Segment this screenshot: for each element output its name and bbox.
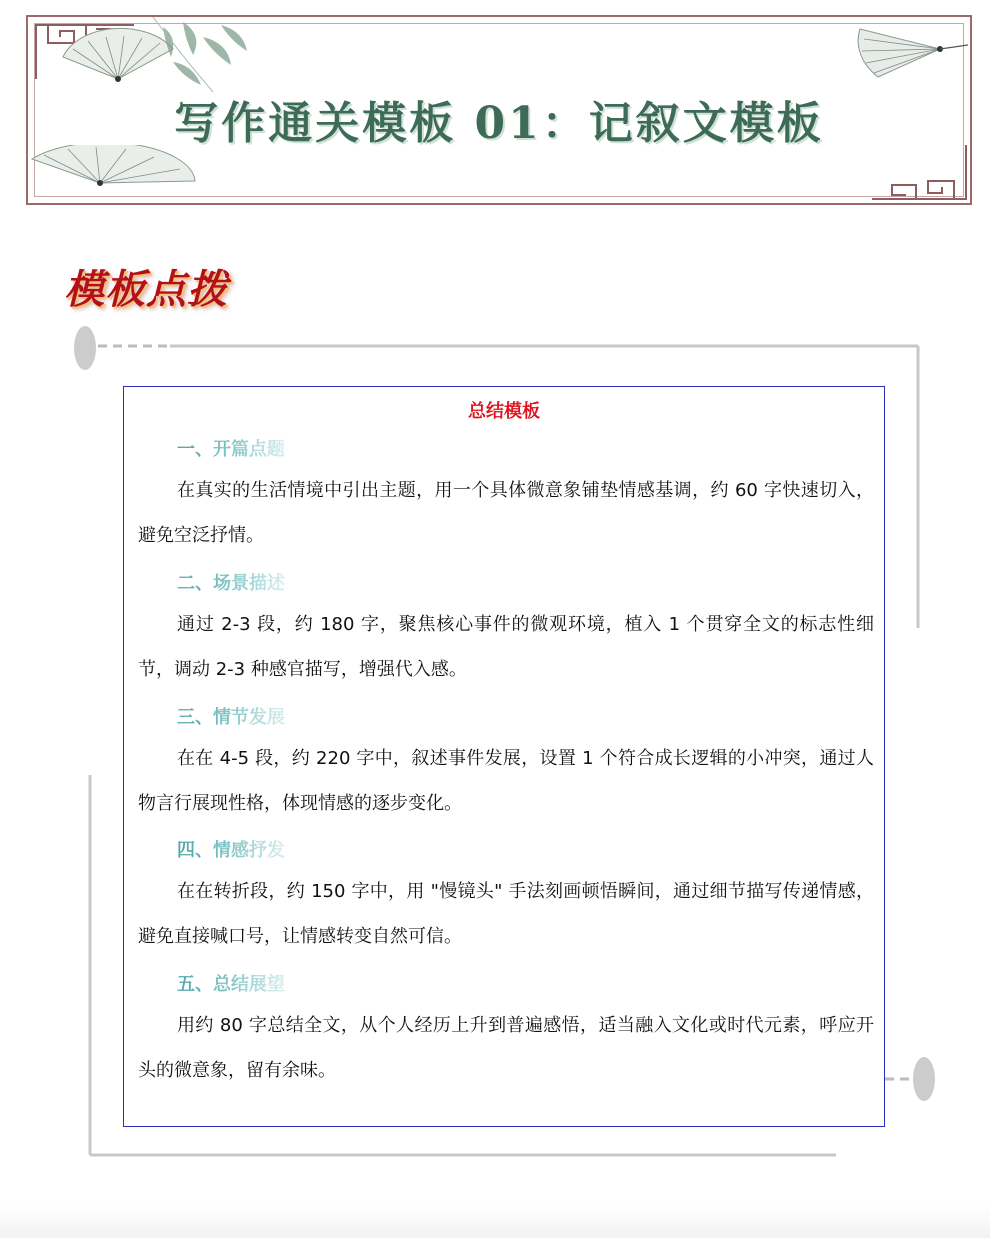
section-heading-4: 四、情感抒发 — [177, 836, 285, 862]
section-text-2: 通过 2-3 段，约 180 字，聚焦核心事件的微观环境，植入 1 个贯穿全文的标志性细节，调动 2-3 种感官描写，增强代入感。 — [138, 614, 874, 680]
banner-title: 写作通关模板 01：记叙文模板 — [174, 98, 824, 149]
template-title: 总结模板 — [468, 401, 540, 422]
section-heading-3: 三、情节发展 — [177, 703, 285, 729]
section-heading: 模板点拨 — [64, 266, 228, 313]
section-text-1: 在真实的生活情境中引出主题，用一个具体微意象铺垫情感基调，约 60 字快速切入，避免空泛抒情。 — [138, 480, 874, 546]
template-box — [123, 386, 885, 1127]
page-bottom-shadow — [0, 1205, 990, 1238]
section-heading-1: 一、开篇点题 — [177, 435, 285, 461]
section-text-3: 在在 4-5 段，约 220 字中，叙述事件发展，设置 1 个符合成长逻辑的小冲突，通过人物言行展现性格，体现情感的逐步变化。 — [138, 748, 874, 814]
section-heading-5: 五、总结展望 — [177, 970, 285, 996]
section-heading-2: 二、场景描述 — [177, 569, 285, 595]
section-text-4: 在在转折段，约 150 字中，用 "慢镜头" 手法刻画顿悟瞬间，通过细节描写传递情感，避免直接喊口号，让情感转变自然可信。 — [138, 881, 874, 947]
section-text-5: 用约 80 字总结全文，从个人经历上升到普遍感悟，适当融入文化或时代元素，呼应开头的微意象，留有余味。 — [138, 1015, 875, 1081]
